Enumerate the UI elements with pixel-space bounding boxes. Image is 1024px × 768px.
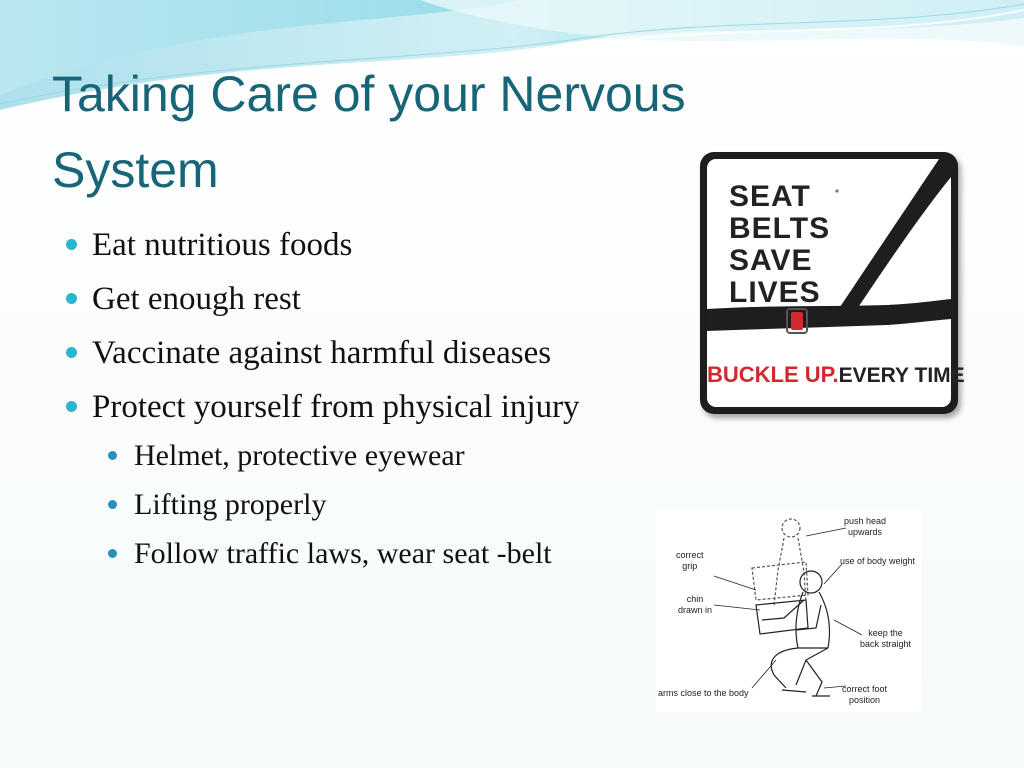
label-line: grip	[682, 561, 698, 571]
bullet-item	[64, 326, 694, 380]
sub-bullet-dot-icon	[108, 451, 117, 460]
sign-line: SAVE	[729, 244, 813, 277]
sub-bullet-list	[106, 431, 666, 578]
sign-line: LIVES	[729, 276, 821, 309]
label-correct-foot	[842, 684, 887, 706]
bullet-item	[64, 380, 694, 434]
bullet-dot-icon	[66, 401, 77, 412]
bullet-text: Get enough rest	[92, 281, 301, 317]
every-time-text: EVERY TIME	[838, 364, 965, 387]
slide-title: Taking Care of your Nervous System	[52, 66, 686, 198]
label-body-weight: use of body weight	[840, 556, 916, 566]
sub-bullet-item	[106, 529, 666, 578]
label-line: upwards	[848, 527, 883, 537]
sub-bullet-dot-icon	[108, 500, 117, 509]
main-bullet-list	[64, 218, 694, 434]
label-push-head	[844, 516, 886, 538]
label-line: push head	[844, 516, 887, 526]
label-line: correct foot	[842, 684, 888, 694]
label-arms-close: arms close to the body	[658, 688, 749, 698]
label-line: back straight	[860, 639, 912, 649]
label-line: keep the	[868, 628, 903, 638]
sign-tagline: BUCKLE UP.EVERY TIME	[707, 362, 965, 387]
label-line: correct	[676, 550, 704, 560]
label-back-straight	[860, 628, 911, 650]
sub-bullet-item	[106, 480, 666, 529]
sub-bullet-dot-icon	[108, 549, 117, 558]
bullet-dot-icon	[66, 239, 77, 250]
sub-bullet-text: Helmet, protective eyewear	[134, 439, 465, 472]
buckle-icon	[791, 312, 803, 330]
bullet-dot-icon	[66, 293, 77, 304]
bullet-text: Eat nutritious foods	[92, 227, 353, 263]
sign-line: SEAT	[729, 180, 811, 213]
sub-bullet-text: Follow traffic laws, wear seat -belt	[134, 537, 552, 570]
bullet-item	[64, 272, 694, 326]
label-correct-grip	[676, 550, 704, 572]
sign-line: BELTS	[729, 212, 831, 245]
label-chin	[678, 594, 712, 616]
bullet-text: Vaccinate against harmful diseases	[92, 335, 552, 371]
sign-face	[707, 159, 965, 407]
bullet-text: Protect yourself from physical injury	[92, 389, 580, 425]
label-line: position	[849, 695, 881, 705]
label-line: drawn in	[678, 605, 713, 615]
sign-headline	[729, 181, 830, 309]
proper-lifting-diagram	[656, 510, 922, 712]
seat-belt-sign-image	[700, 152, 965, 414]
sub-bullet-item	[106, 431, 666, 480]
label-line: chin	[686, 594, 704, 604]
buckle-up-text: BUCKLE UP	[707, 362, 833, 387]
bullet-dot-icon	[66, 347, 77, 358]
sub-bullet-text: Lifting properly	[134, 488, 327, 521]
bullet-item	[64, 218, 694, 272]
